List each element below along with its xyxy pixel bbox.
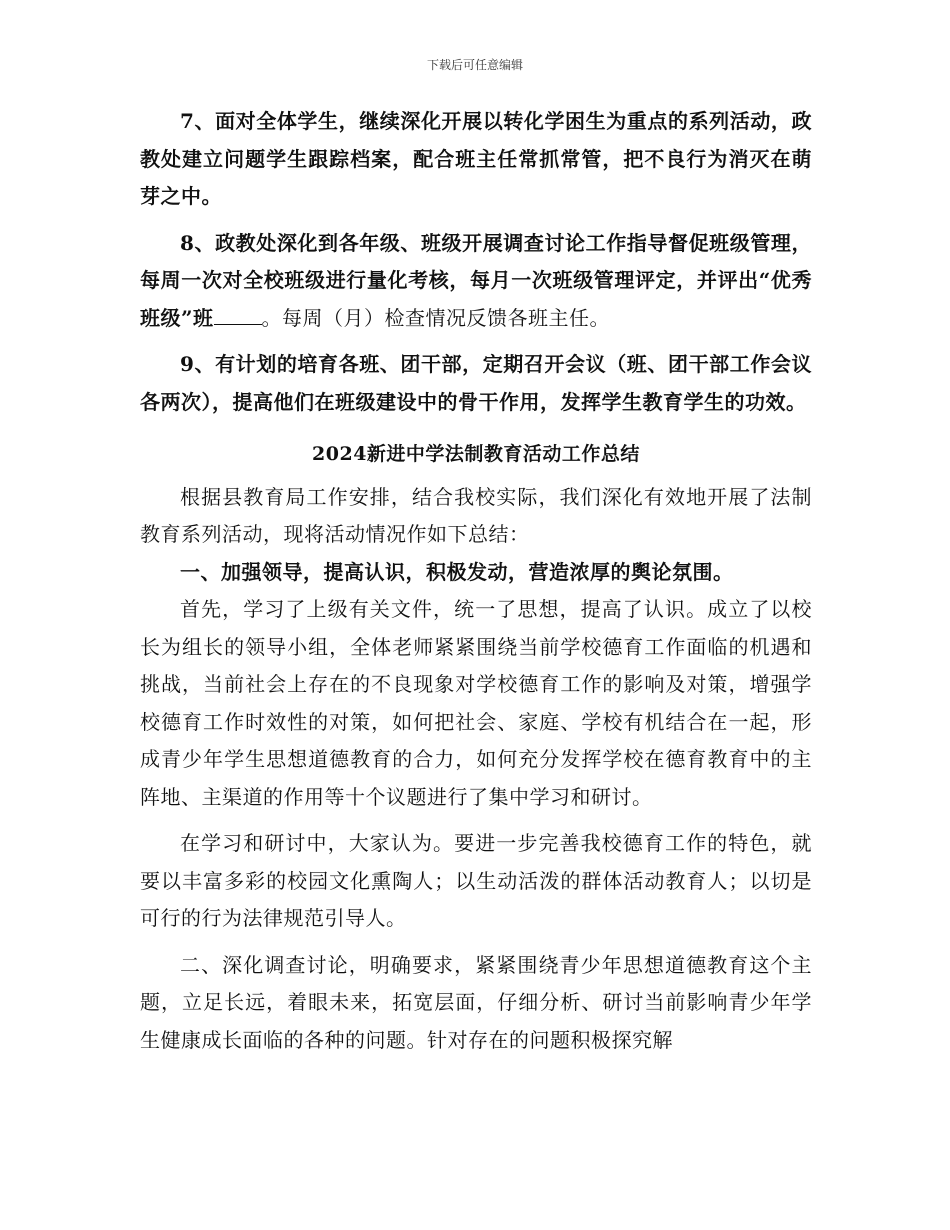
- intro-paragraph: 根据县教育局工作安排，结合我校实际，我们深化有效地开展了法制教育系列活动，现将活动情况作如下总结：: [140, 484, 812, 546]
- item-8-paragraph: [140, 225, 812, 338]
- item-8-bold-text: 8、政教处深化到各年级、班级开展调查讨论工作指导督促班级管理，每周一次对全校班级进行量化考核，每月一次班级管理评定，并评出“优秀班级”班: [140, 230, 812, 330]
- heading-1: 一、加强领导，提高认识，积极发动，营造浓厚的舆论氛围。: [180, 559, 734, 584]
- item-8-rest-text: 。每周（月）检查情况反馈各班主任。: [261, 305, 611, 330]
- item-9-paragraph: 9、有计划的培育各班、团干部，定期召开会议（班、团干部工作会议各两次），提高他们在班级建设中的骨干作用，发挥学生教育学生的功效。: [140, 352, 812, 414]
- page-header: 下载后可任意编辑: [426, 58, 523, 72]
- item-7-paragraph: 7、面对全体学生，继续深化开展以转化学困生为重点的系列活动，政教处建立问题学生跟踪档案，配合班主任常抓常管，把不良行为消灭在萌芽之中。: [140, 109, 812, 208]
- body-paragraph-2: 在学习和研讨中，大家认为。要进一步完善我校德育工作的特色，就要以丰富多彩的校园文化熏陶人；以生动活泼的群体活动教育人；以切是可行的行为法律规范引导人。: [140, 831, 812, 930]
- body-paragraph-1: 首先，学习了上级有关文件，统一了思想，提高了认识。成立了以校长为组长的领导小组，全体老师紧紧围绕当前学校德育工作面临的机遇和挑战，当前社会上存在的不良现象对学校德育工作的影响及对策，增强学校德育工作时效性的对策，如何把社会、家庭、学校有机结合在一起，形成青少年学生思想道德教育的合力，如何充分发挥学校在德育教育中的主阵地、主渠道的作用等十个议题进行了集中学习和研讨。: [140, 597, 812, 809]
- document-body: [140, 103, 812, 1059]
- fill-in-blank: [214, 304, 262, 325]
- body-paragraph-3: 二、深化调查讨论，明确要求，紧紧围绕青少年思想道德教育这个主题，立足长远，着眼未来，拓宽层面，仔细分析、研讨当前影响青少年学生健康成长面临的各种的问题。针对存在的问题积极探究解: [140, 952, 812, 1052]
- section-title: 2024新进中学法制教育活动工作总结: [312, 443, 640, 465]
